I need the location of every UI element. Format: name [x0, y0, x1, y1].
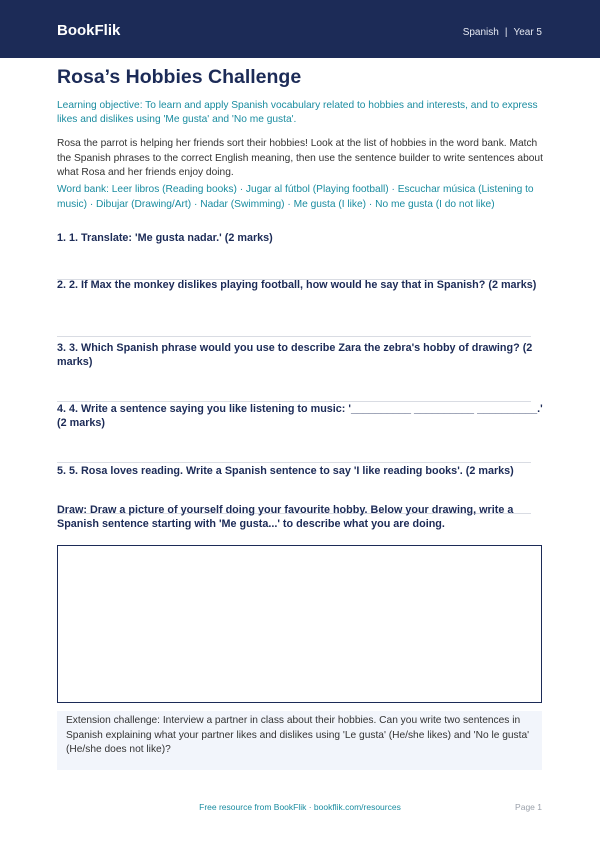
answer-line-4[interactable]	[57, 462, 531, 463]
learning-objective: Learning objective: To learn and apply Spanish vocabulary related to hobbies and interests, and to express likes and dislikes using 'Me gusta' and 'No me gusta'.	[57, 100, 538, 125]
page-number: Page 1	[515, 802, 542, 812]
question-1: 1. 1. Translate: 'Me gusta nadar.' (2 marks)	[57, 232, 273, 244]
extension-challenge: Extension challenge: Interview a partner in class about their hobbies. Can you write two sentences in Spanish explaining what your partner likes and dislikes using 'Le gusta' (He/she likes) and 'No le gusta' (He/she does not like)?	[57, 711, 542, 770]
footer-credit: Free resource from BookFlik · bookflik.com/resources	[199, 802, 401, 812]
question-3: 3. 3. Which Spanish phrase would you use to describe Zara the zebra's hobby of drawing? (2 marks)	[57, 342, 533, 368]
header-separator: |	[504, 27, 508, 38]
word-bank: Word bank: Leer libros (Reading books) · Jugar al fútbol (Playing football) · Escuchar música (Listening to music) · Dibujar (Drawing/Art) · Nadar (Swimming) · Me gusta (I like) · No me gusta (I do not like)	[57, 184, 534, 210]
question-2: 2. 2. If Max the monkey dislikes playing football, how would he say that in Spanish? (2 marks)	[57, 279, 537, 291]
page-title: Rosa’s Hobbies Challenge	[57, 66, 302, 88]
intro-paragraph: Rosa the parrot is helping her friends sort their hobbies! Look at the list of hobbies in the word bank. Match the Spanish phrases to the correct English meaning, then use the sentence builder to write sentences about what Rosa and her friends enjoy doing.	[57, 138, 543, 178]
year-label: Year 5	[513, 27, 542, 38]
question-5: 5. 5. Rosa loves reading. Write a Spanish sentence to say 'I like reading books'. (2 marks)	[57, 465, 514, 477]
subject-label: Spanish	[462, 27, 499, 38]
brand-logo: BookFlik	[57, 22, 121, 39]
question-4: 4. 4. Write a sentence saying you like listening to music: '__________ __________ __________.' (2 marks)	[57, 403, 543, 429]
page-header	[0, 0, 600, 58]
answer-line-2[interactable]	[57, 336, 531, 337]
drawing-area[interactable]	[57, 545, 542, 703]
draw-prompt: Draw: Draw a picture of yourself doing your favourite hobby. Below your drawing, write a Spanish sentence starting with 'Me gusta...' to describe what you are doing.	[57, 504, 514, 530]
subject-year-label	[463, 27, 542, 39]
